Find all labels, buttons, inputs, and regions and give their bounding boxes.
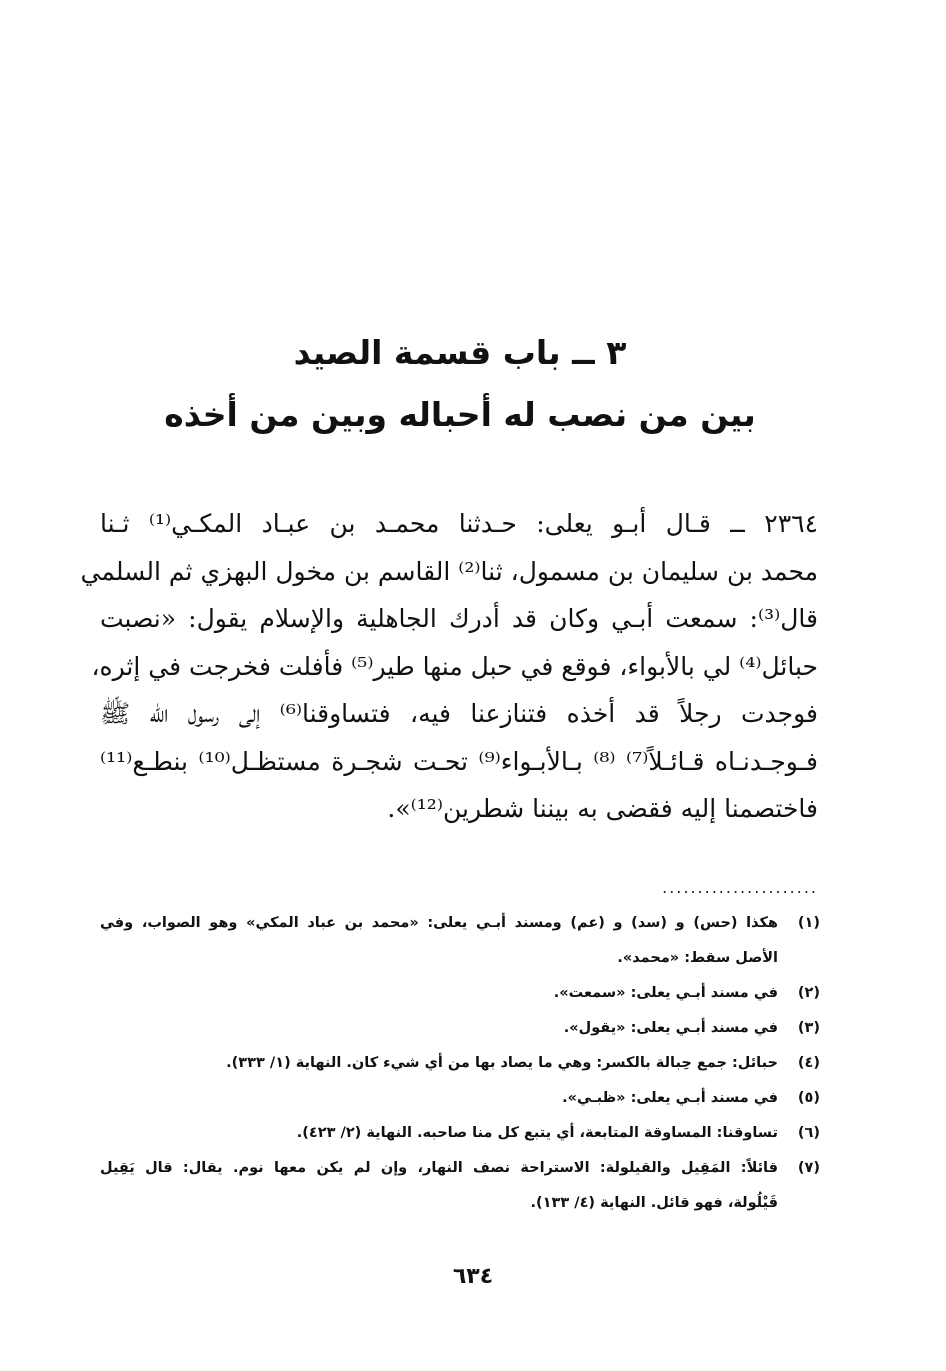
footnote-number: (١)	[797, 915, 820, 931]
body-line: فـوجـدنـاه قـائـلاً⁽⁷⁾ ⁽⁸⁾ بـالأبـواء⁽⁹⁾ تحـت شجـرة مستظـل⁽¹⁰⁾ بنطـع⁽¹¹⁾	[100, 746, 818, 776]
body-line: ٢٣٦٤ ــ قـال أبـو يعلى: حـدثنا محمـد بن عبـاد المكـي⁽¹⁾ ثـنا	[100, 509, 818, 538]
footnote-text: في مسند أبـي يعلى: «يقول».	[563, 1020, 778, 1036]
footnote	[100, 976, 820, 1011]
footnote-text: الأصل سقط: «محمد».	[617, 950, 778, 966]
body-line: حبائل⁽⁴⁾ لي بالأبواء، فوقع في حبل منها طير⁽⁵⁾ فأفلت فخرجت في إثره،	[91, 651, 818, 681]
footnotes	[100, 906, 820, 1221]
chapter-title: ٣ ــ باب قسمة الصيد	[293, 333, 627, 372]
footnote-text: في مسند أبـي يعلى: «سمعت».	[553, 985, 778, 1001]
footnote-text: هكذا (حس) و (سد) و (عم) ومسند أبـي يعلى: «محمد بن عباد المكي» وهو الصواب، وفي	[100, 915, 778, 931]
footnote	[100, 1151, 820, 1221]
body-line: محمد بن سليمان بن مسمول، ثنا⁽²⁾ القاسم بن مخول البهزي ثم السلمي	[80, 556, 818, 586]
footnote-number: (٢)	[797, 985, 820, 1001]
footnote-text: تساوقنا: المساوقة المتابعة، أي يتبع كل منا صاحبه. النهاية (٢/ ٤٢٣).	[296, 1125, 778, 1141]
body-line: فاختصمنا إليه فقضى به بيننا شطرين⁽¹²⁾».	[387, 794, 818, 823]
page-number: ٦٣٤	[452, 1264, 494, 1289]
footnote	[100, 1081, 820, 1116]
hadith-text	[80, 500, 818, 833]
footnote-number: (٤)	[797, 1055, 820, 1071]
body-line: فوجدت رجلاً قد أخذه فتنازعنا فيه، فتساوقنا⁽⁶⁾ إلى رسول الله ﷺ	[100, 699, 818, 728]
footnote-text: حبائل: جمع حِبالة بالكسر: وهي ما يصاد بها من أي شيء كان. النهاية (١/ ٣٣٣).	[226, 1055, 778, 1071]
footnote-number: (٣)	[797, 1020, 820, 1036]
chapter-subtitle: بين من نصب له أحباله وبين من أخذه	[164, 395, 756, 434]
footnote	[100, 1011, 820, 1046]
footnote-text: قَيْلُولة، فهو قائل. النهاية (٤/ ١٣٣).	[530, 1195, 778, 1211]
footnote	[100, 1116, 820, 1151]
footnote-text: قائلاً: المَقِيل والقيلولة: الاستراحة نصف النهار، وإن لم يكن معها نوم. يقال: قال يَقِيل	[100, 1160, 778, 1176]
body-line: قال⁽³⁾: سمعت أبـي وكان قد أدرك الجاهلية والإسلام يقول: «نصبت	[100, 604, 818, 633]
footnote-separator: ......................	[662, 878, 818, 897]
footnote	[100, 1046, 820, 1081]
footnote-number: (٦)	[797, 1125, 820, 1141]
chapter-heading	[100, 322, 820, 446]
footnote-number: (٥)	[797, 1090, 820, 1106]
footnote-text: في مسند أبـي يعلى: «ظبـي».	[562, 1090, 778, 1106]
footnote-number: (٧)	[797, 1160, 820, 1176]
footnote	[100, 906, 820, 976]
